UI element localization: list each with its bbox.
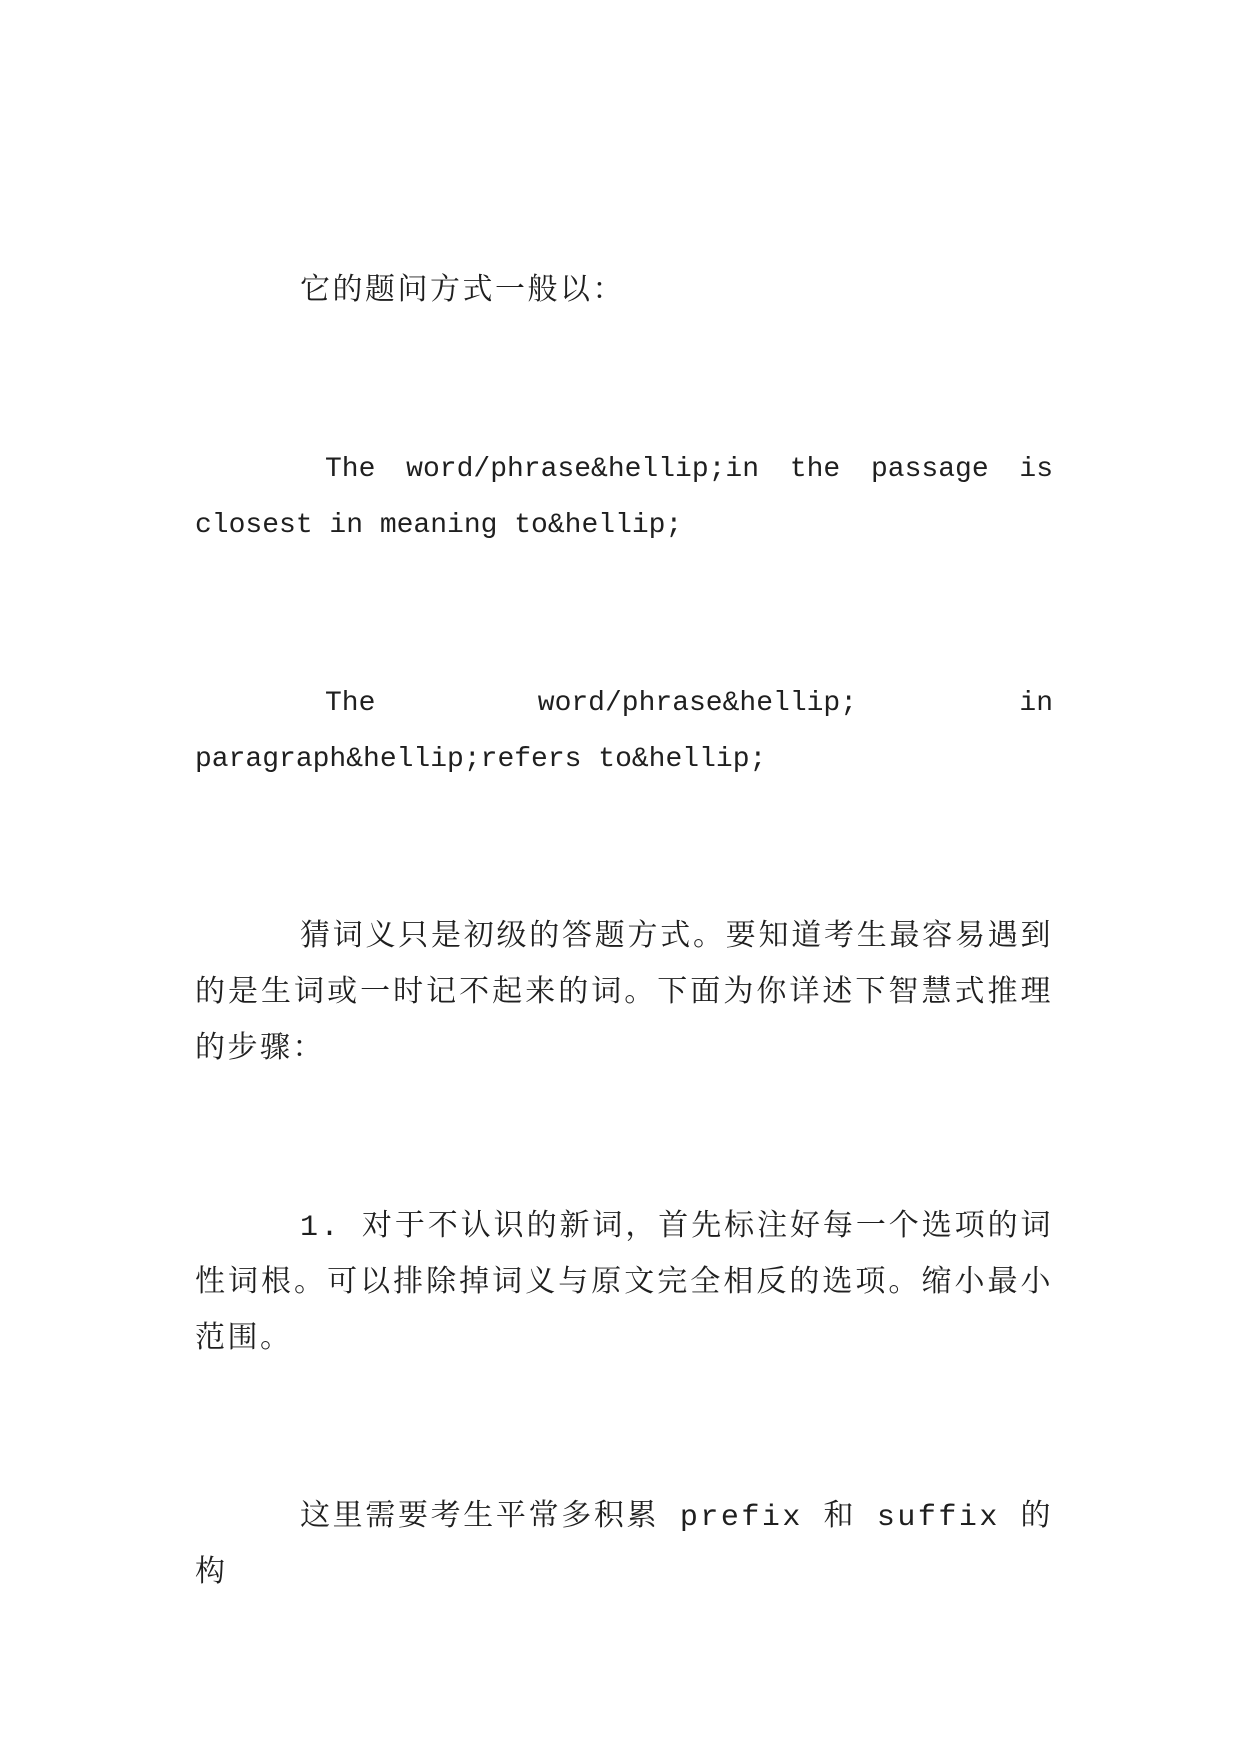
paragraph-question-format-intro: 它的题问方式一般以： bbox=[300, 275, 625, 309]
paragraph-example-question-2: The word/phrase&hellip; in paragraph&hellip;refers to&hellip; bbox=[195, 688, 1053, 775]
paragraph-example-question-1: The word/phrase&hellip;in the passage is closest in meaning to&hellip; bbox=[195, 454, 1053, 541]
paragraph-prefix-suffix-tip: 这里需要考生平常多积累 prefix 和 suffix 的构 bbox=[195, 1501, 1053, 1591]
paragraph-step-1: 1. 对于不认识的新词，首先标注好每一个选项的词性词根。可以排除掉词义与原文完全相反的选项。缩小最小范围。 bbox=[195, 1211, 1053, 1357]
paragraph-strategy-intro: 猜词义只是初级的答题方式。要知道考生最容易遇到的是生词或一时记不起来的词。下面为你详述下智慧式推理的步骤： bbox=[195, 921, 1053, 1067]
document-content bbox=[195, 264, 1053, 1602]
